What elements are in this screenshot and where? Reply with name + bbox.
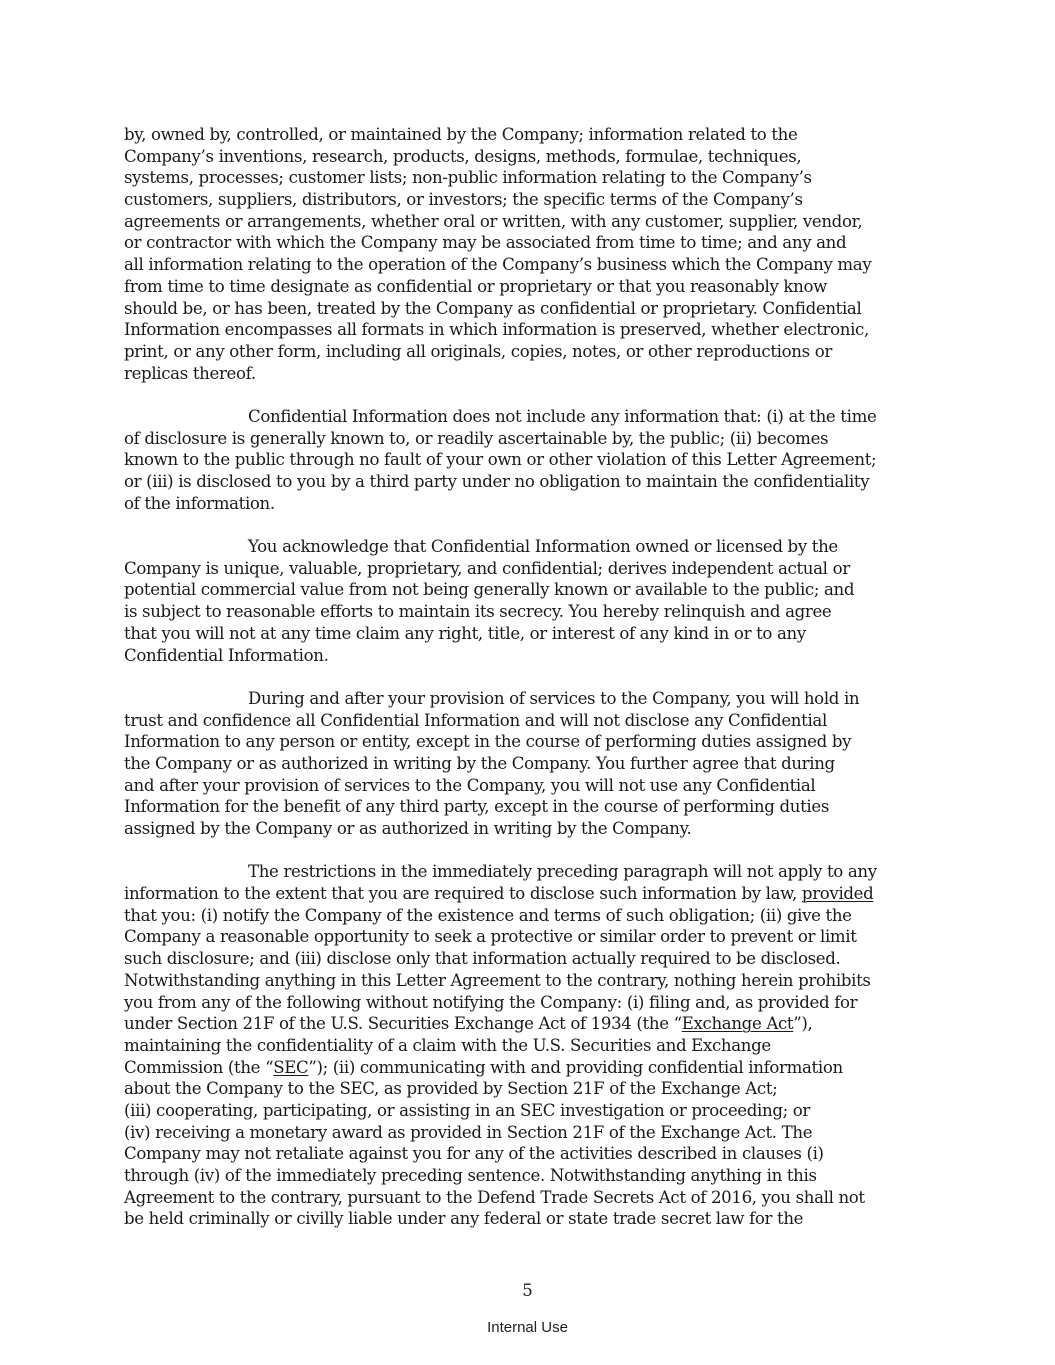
text-line: or contractor with which the Company may be associated from time to time; and any and [124,233,847,253]
text-line: Confidential Information does not include any information that: (i) at the time [248,406,877,426]
text-line: by, owned by, controlled, or maintained by the Company; information related to the [124,125,798,144]
text-line: Company may not retaliate against you for any of the activities described in clauses (i) [124,1144,824,1164]
text-line: agreements or arrangements, whether oral or written, with any customer, supplier, vendor, [124,211,863,231]
text-line: you from any of the following without notifying the Company: (i) filing and, as provided for [124,992,858,1012]
defined-term: SEC [273,1057,309,1077]
text-line: that you: (i) notify the Company of the existence and terms of such obligation; (ii) give the [124,905,852,925]
paragraph [124,536,931,666]
text-line: about the Company to the SEC, as provided by Section 21F of the Exchange Act; [124,1079,778,1099]
text-run: under Section 21F of the U.S. Securities Exchange Act of 1934 (the “ [124,1014,682,1034]
text-line: the Company or as authorized in writing by the Company. You further agree that during [124,753,835,773]
defined-term: Exchange Act [681,1014,794,1034]
text-line: is subject to reasonable efforts to maintain its secrecy. You hereby relinquish and agree [124,602,832,622]
text-run: Commission (the “ [124,1057,274,1077]
text-line: that you will not at any time claim any right, title, or interest of any kind in or to any [124,623,806,643]
text-line: Agreement to the contrary, pursuant to the Defend Trade Secrets Act of 2016, you shall not [124,1187,865,1207]
text-line: from time to time designate as confidential or proprietary or that you reasonably know [124,276,827,296]
text-line: (iii) cooperating, participating, or assisting in an SEC investigation or proceeding; or [124,1100,810,1120]
text-line: Company is unique, valuable, proprietary, and confidential; derives independent actual or [124,558,850,578]
text-line: all information relating to the operation of the Company’s business which the Company may [124,255,872,275]
text-line: assigned by the Company or as authorized in writing by the Company. [124,819,692,838]
text-line: should be, or has been, treated by the Company as confidential or proprietary. Confidential [124,298,862,318]
text-line: During and after your provision of services to the Company, you will hold in [248,688,860,708]
defined-term: provided [801,884,874,904]
paragraph [124,861,931,1230]
text-line: and after your provision of services to the Company, you will not use any Confidential [124,775,816,795]
text-line: print, or any other form, including all originals, copies, notes, or other reproductions or [124,341,832,361]
text-line: of the information. [124,493,275,513]
text-line: Company’s inventions, research, products, designs, methods, formulae, techniques, [124,146,802,166]
text-run: ”); (ii) communicating with and providing confidential information [308,1057,843,1077]
classification-label: Internal Use [487,1319,568,1336]
text-line: of disclosure is generally known to, or readily ascertainable by, the public; (ii) becomes [124,428,829,448]
text-line: be held criminally or civilly liable under any federal or state trade secret law for the [124,1209,804,1229]
page-number: 5 [522,1281,533,1300]
text-line: Confidential Information. [124,645,329,665]
text-line: You acknowledge that Confidential Information owned or licensed by the [248,537,838,557]
text-line: trust and confidence all Confidential Information and will not disclose any Confidential [124,710,827,730]
paragraph [124,688,931,840]
paragraph [124,124,931,384]
text-line: through (iv) of the immediately preceding sentence. Notwithstanding anything in this [124,1166,817,1185]
text-line: (iv) receiving a monetary award as provided in Section 21F of the Exchange Act. The [124,1122,813,1142]
text-line: potential commercial value from not being generally known or available to the public; and [124,580,855,600]
text-line: Information encompasses all formats in which information is preserved, whether electronic, [124,320,869,340]
text-line [124,1057,931,1079]
text-line [124,883,931,905]
text-line: The restrictions in the immediately preceding paragraph will not apply to any [248,862,877,882]
text-line: Company a reasonable opportunity to seek a protective or similar order to prevent or limit [124,927,857,947]
text-line: known to the public through no fault of your own or other violation of this Letter Agreement; [124,450,877,470]
text-line: Notwithstanding anything in this Letter Agreement to the contrary, nothing herein prohibits [124,970,871,990]
text-line: Information to any person or entity, except in the course of performing duties assigned by [124,732,852,752]
text-line: systems, processes; customer lists; non-public information relating to the Company’s [124,168,812,188]
paragraph [124,406,931,514]
text-line: maintaining the confidentiality of a claim with the U.S. Securities and Exchange [124,1035,771,1055]
document-body [124,124,931,1252]
text-line: customers, suppliers, distributors, or investors; the specific terms of the Company’s [124,190,803,210]
text-line: or (iii) is disclosed to you by a third party under no obligation to maintain the confidentiality [124,472,870,491]
text-line [124,1013,931,1035]
text-run: information to the extent that you are required to disclose such information by law, [124,884,802,904]
text-run: ”), [793,1014,813,1034]
text-line: Information for the benefit of any third party, except in the course of performing duties [124,797,829,817]
text-line: such disclosure; and (iii) disclose only that information actually required to be disclosed. [124,949,841,969]
text-line: replicas thereof. [124,363,256,383]
